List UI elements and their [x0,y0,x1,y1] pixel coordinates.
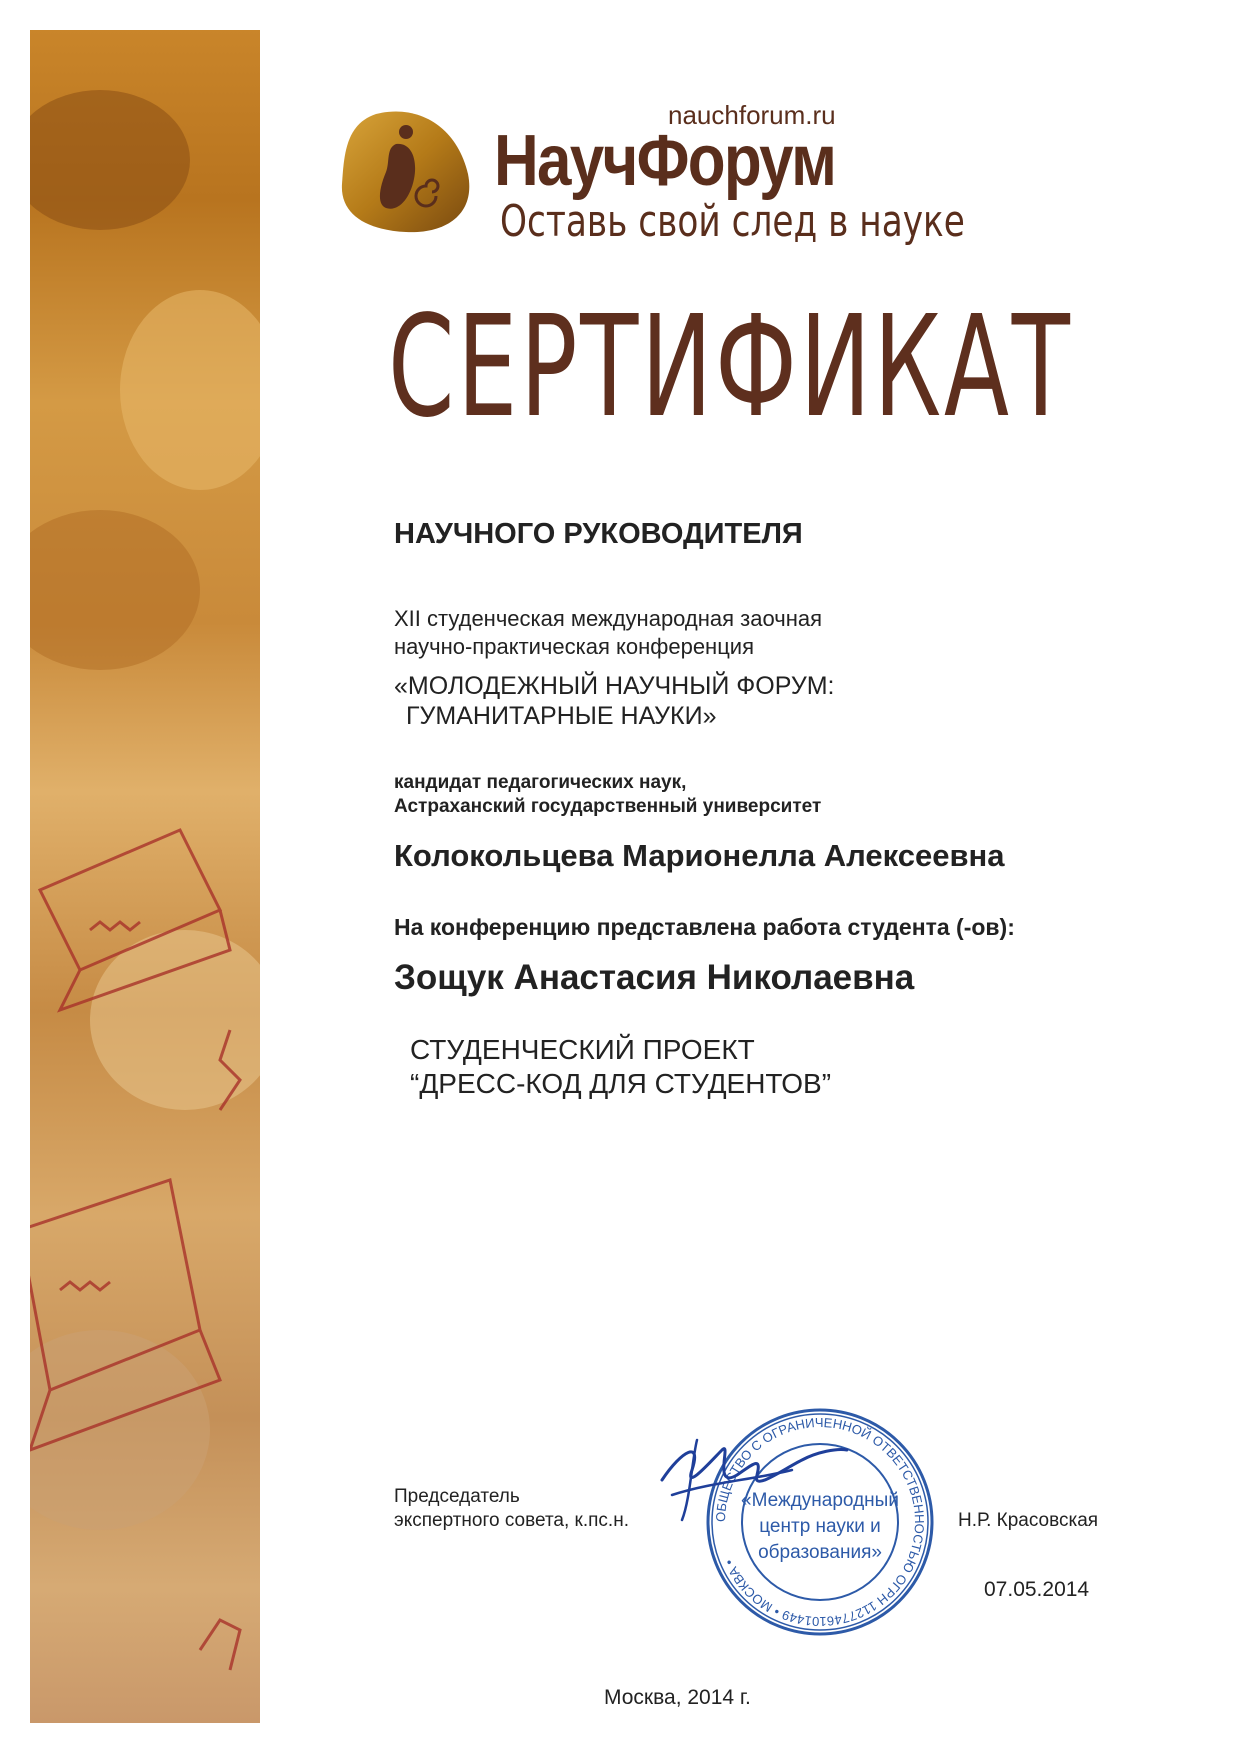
logo-site-url: nauchforum.ru [668,100,836,130]
chair-position: экспертного совета, к.пс.н. [394,1510,629,1531]
supervisor-university: Астраханский государственный университет [394,796,822,817]
forum-title-line: ГУМАНИТАРНЫЕ НАУКИ» [406,702,717,730]
conference-line: XII студенческая международная заочная [394,606,823,631]
work-label: На конференцию представлена работа студента (-ов): [394,914,1015,940]
stamp-center-line: образования» [758,1542,882,1563]
stamp-ring-text: ОБЩЕСТВО С ОГРАНИЧЕННОЙ ОТВЕТСТВЕННОСТЬЮ ОГРН 1127746101449 • МОСКВА • [712,1414,928,1630]
logo-brand-name: НаучФорум [494,121,836,201]
recipient-role: НАУЧНОГО РУКОВОДИТЕЛЯ [394,518,803,550]
handwritten-signature [652,1420,852,1530]
issue-date: 07.05.2014 [984,1578,1090,1601]
rock-art-drawings [30,30,260,1723]
stamp-center-line: «Международный [741,1490,899,1511]
signer-name: Н.Р. Красовская [958,1510,1099,1531]
conference-line: научно-практическая конференция [394,634,755,659]
forum-title-line: «МОЛОДЕЖНЫЙ НАУЧНЫЙ ФОРУМ: [394,672,835,700]
logo-slogan: Оставь свой след в науке [500,196,965,247]
stamp-center-line: центр науки и [759,1516,881,1537]
student-name: Зощук Анастасия Николаевна [394,958,915,997]
certificate-title: СЕРТИФИКАТ [388,286,1073,449]
supervisor-degree: кандидат педагогических наук, [394,772,687,793]
project-title-line: “ДРЕСС-КОД ДЛЯ СТУДЕНТОВ” [410,1068,832,1099]
chair-title: Председатель [394,1486,520,1507]
city-year: Москва, 2014 г. [604,1686,751,1709]
footprint-logo-icon [336,104,476,244]
project-title-line: СТУДЕНЧЕСКИЙ ПРОЕКТ [410,1034,755,1065]
supervisor-name: Колокольцева Марионелла Алексеевна [394,838,1005,873]
decorative-side-panel [30,30,260,1723]
